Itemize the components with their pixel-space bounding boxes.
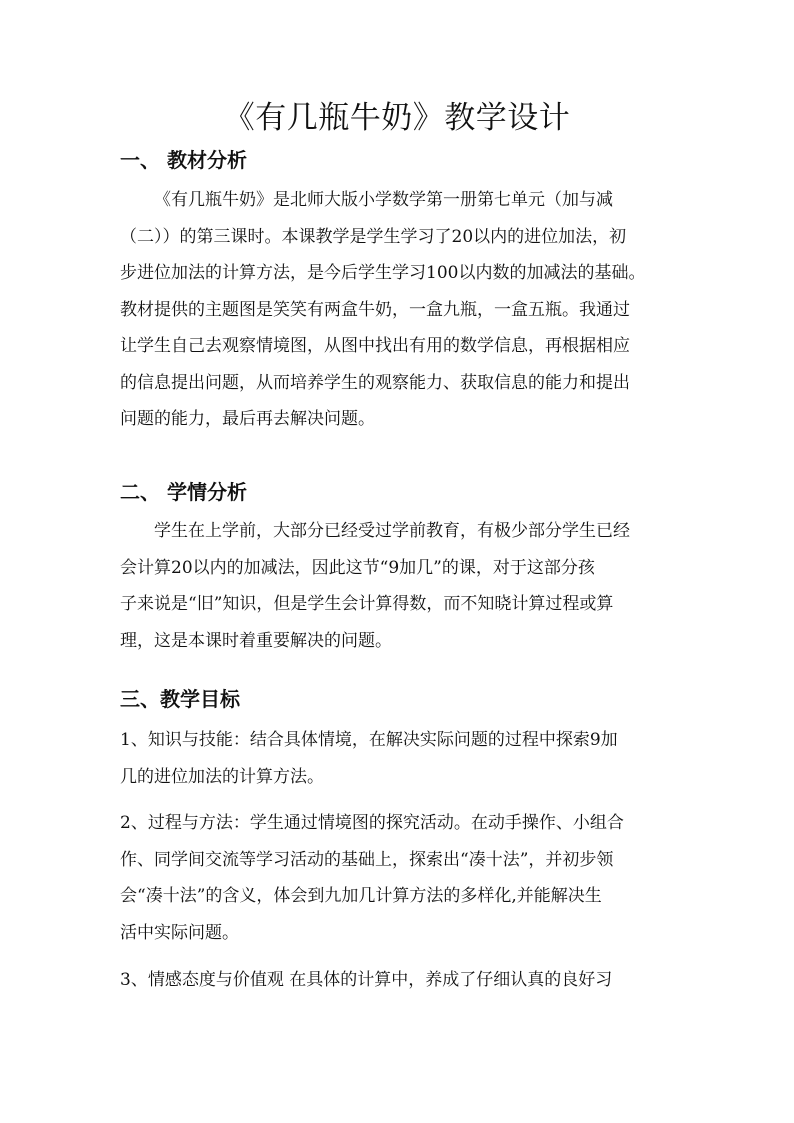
objective-line: 活中实际问题。 — [120, 922, 239, 943]
objective-line: 会“凑十法”的含义，体会到九加几计算方法的多样化,并能解决生 — [120, 886, 602, 906]
objective-line: 2、过程与方法：学生通过情境图的探究活动。在动手操作、小组合 — [120, 813, 624, 833]
paragraph-line: 学生在上学前，大部分已经受过学前教育，有极少部分学生已经 — [154, 521, 630, 541]
paragraph-line: 教材提供的主题图是笑笑有两盒牛奶，一盒九瓶，一盒五瓶。我通过 — [120, 299, 630, 320]
document-title: 《有几瓶牛奶》教学设计 — [223, 100, 571, 135]
objective-line: 几的进位加法的计算方法。 — [120, 766, 324, 787]
section-paragraph-textbook-analysis — [120, 182, 680, 438]
objective-item-emotion-values — [120, 962, 680, 999]
paragraph-line: 的信息提出问题，从而培养学生的观察能力、获取信息的能力和提出 — [120, 372, 630, 393]
objective-line: 3、情感态度与价值观 在具体的计算中，养成了仔细认真的良好习 — [120, 970, 613, 990]
paragraph-line: （二））的第三课时。本课教学是学生学习了20以内的进位加法，初 — [120, 226, 627, 247]
section-heading-student-analysis: 二、 学情分析 — [120, 480, 247, 504]
paragraph-line: 会计算20以内的加减法，因此这节“9加几”的课，对于这部分孩 — [120, 557, 595, 578]
paragraph-line: 步进位加法的计算方法，是今后学生学习100以内数的加减法的基础。 — [120, 263, 646, 283]
objective-line: 1、知识与技能：结合具体情境，在解决实际问题的过程中探索9加 — [120, 730, 618, 750]
section-heading-teaching-objectives: 三、教学目标 — [120, 687, 240, 711]
paragraph-line: 子来说是“旧”知识，但是学生会计算得数，而不知晓计算过程或算 — [120, 594, 614, 614]
section-heading-textbook-analysis: 一、 教材分析 — [120, 148, 247, 172]
section-paragraph-student-analysis — [120, 513, 680, 659]
objective-item-process-method — [120, 805, 680, 951]
paragraph-line: 《有几瓶牛奶》是北师大版小学数学第一册第七单元（加与减 — [154, 190, 613, 210]
objective-item-knowledge-skills — [120, 722, 680, 795]
paragraph-line: 让学生自己去观察情境图，从图中找出有用的数学信息，再根据相应 — [120, 336, 630, 356]
paragraph-line: 问题的能力，最后再去解决问题。 — [120, 409, 375, 429]
paragraph-line: 理，这是本课时着重要解决的问题。 — [120, 630, 392, 651]
objective-line: 作、同学间交流等学习活动的基础上，探索出“凑十法”，并初步领 — [120, 849, 614, 870]
